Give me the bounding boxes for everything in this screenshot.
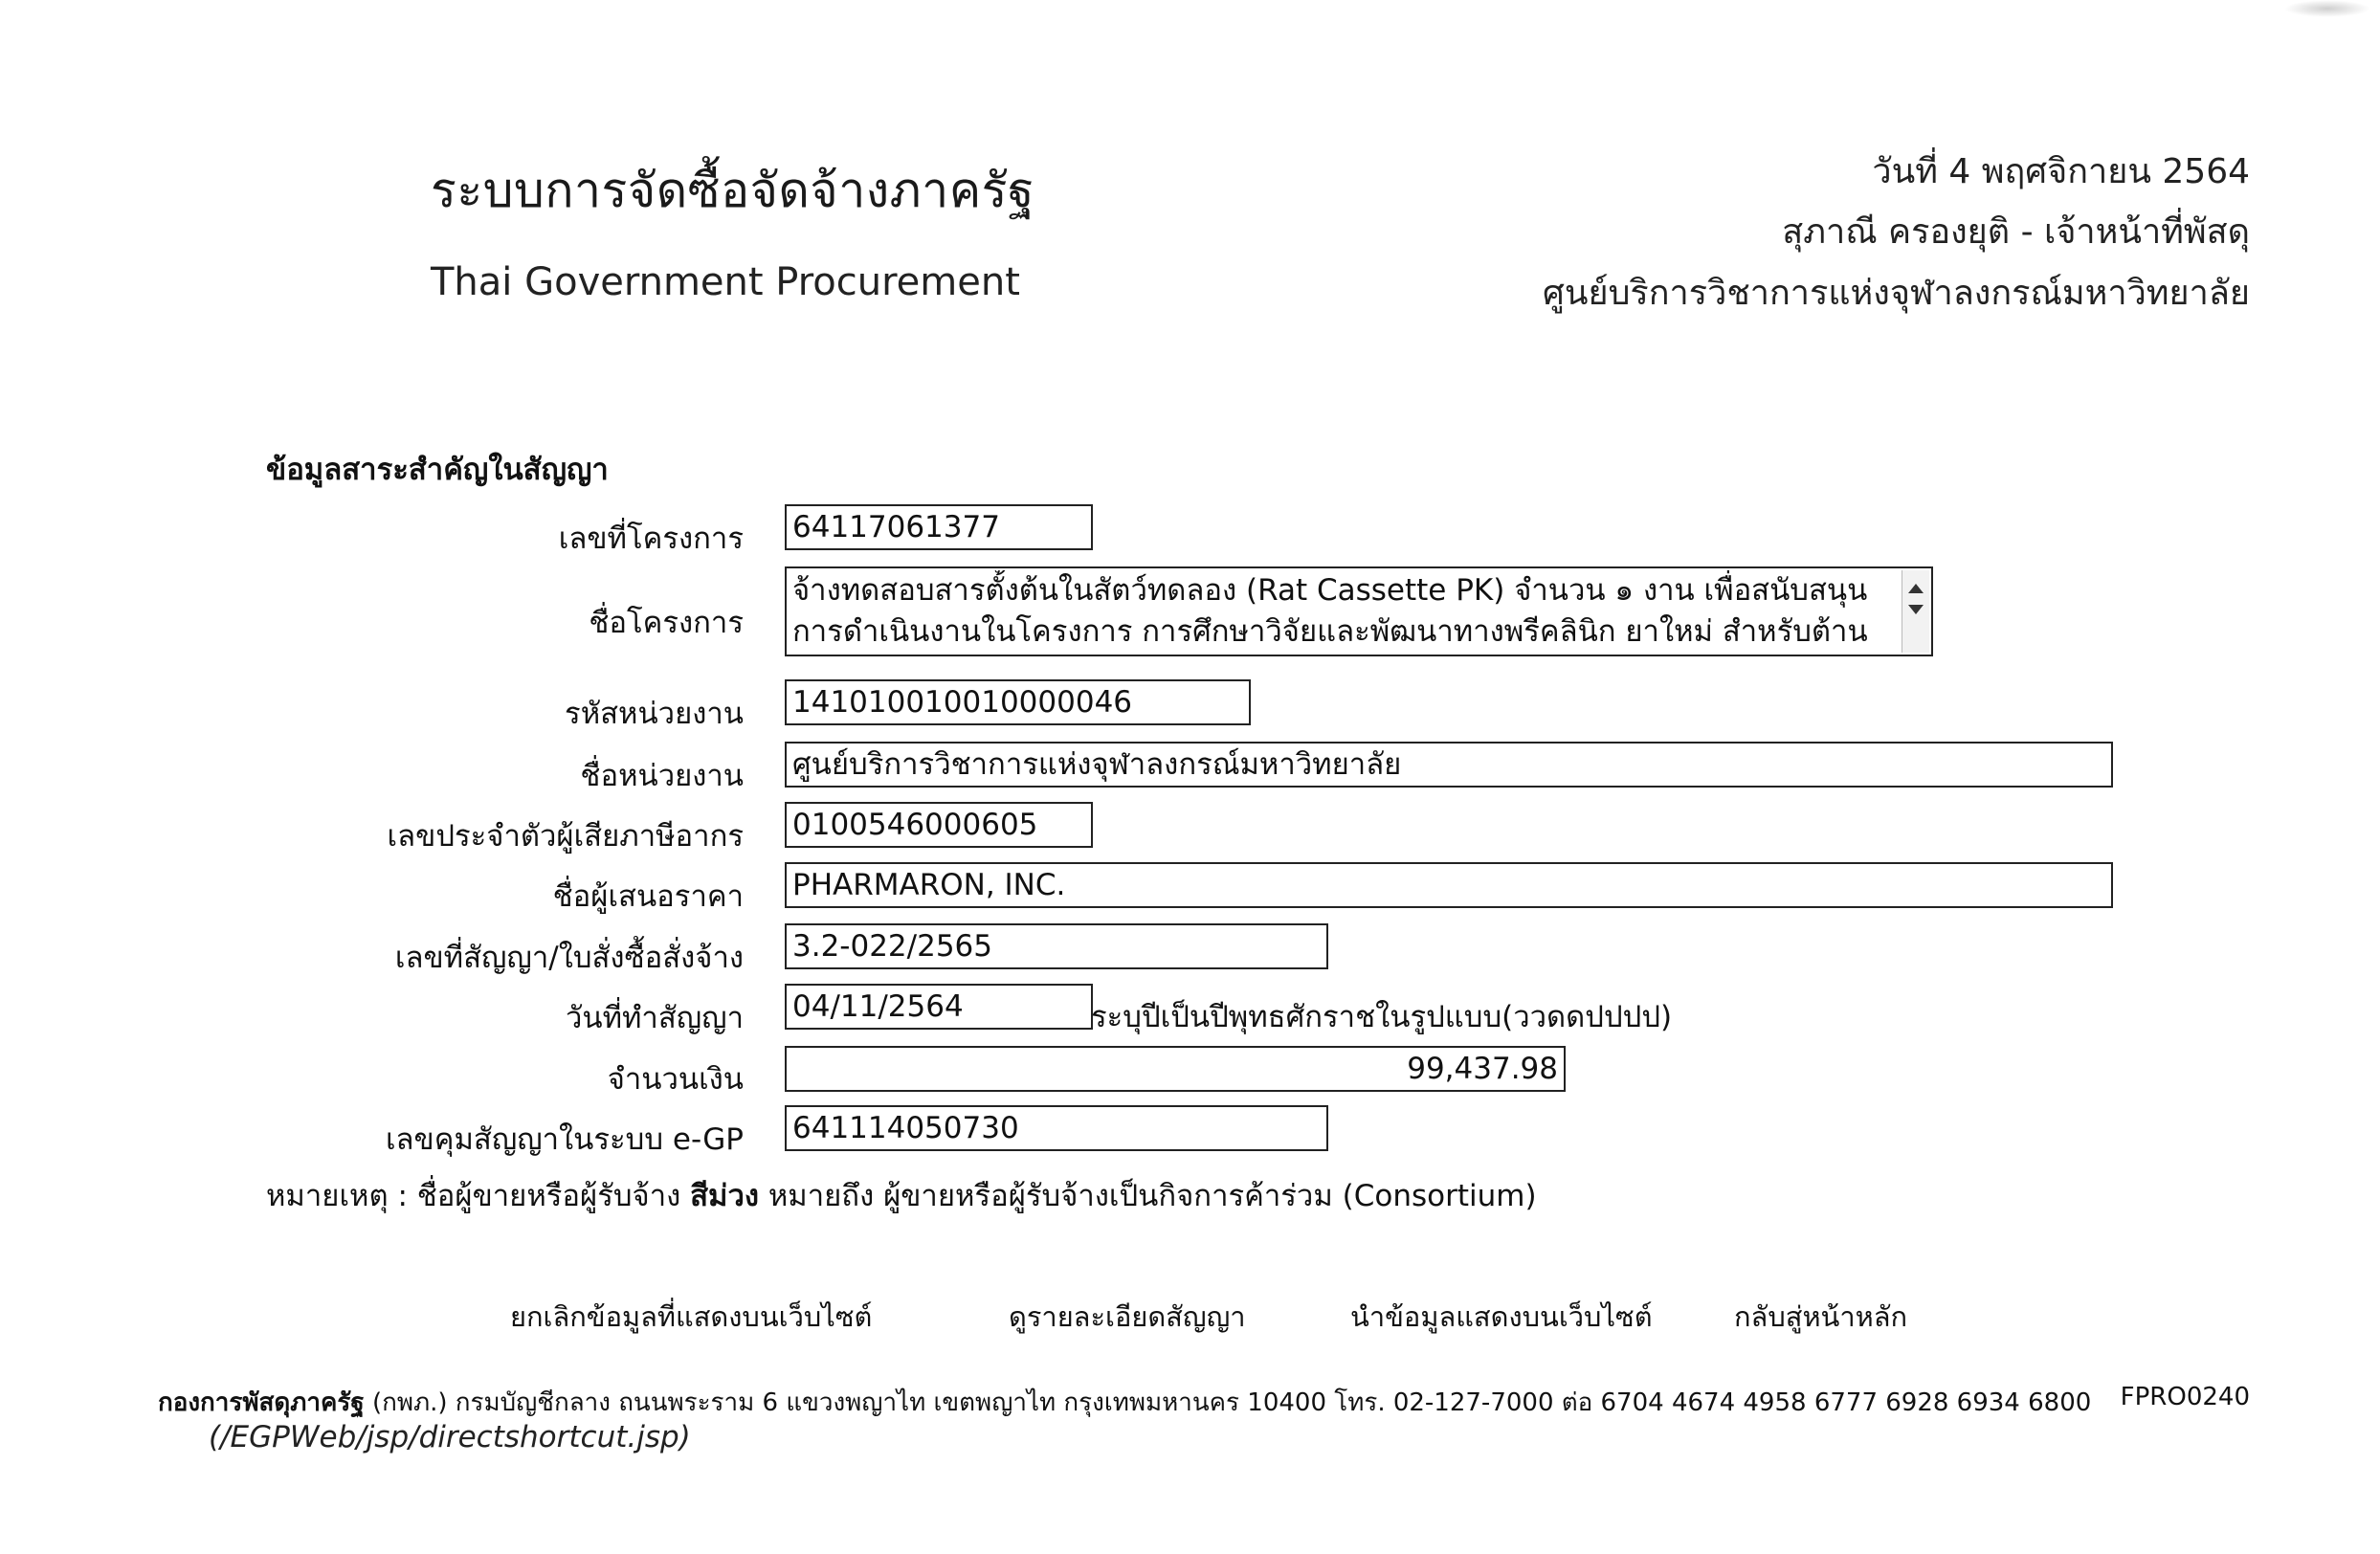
form-code: FPRO0240	[2120, 1383, 2250, 1411]
header-user: สุภาณี ครองยุติ - เจ้าหน้าที่พัสดุ	[1782, 212, 2250, 252]
project-no-label: เลขที่โครงการ	[558, 522, 744, 556]
egp-control-no-field[interactable]: 641114050730	[785, 1105, 1328, 1151]
system-title-thai: ระบบการจัดซื้อจัดจ้างภาครัฐ	[431, 163, 1035, 218]
project-no-field[interactable]: 64117061377	[785, 504, 1093, 550]
contract-date-label: วันที่ทำสัญญา	[565, 1001, 744, 1035]
agency-name-field[interactable]: ศูนย์บริการวิชาการแห่งจุฬาลงกรณ์มหาวิทยาลัย	[785, 742, 2113, 788]
note-highlight: สีม่วง	[690, 1179, 760, 1213]
contract-no-label: เลขที่สัญญา/ใบสั่งซื้อสั่งจ้าง	[394, 941, 744, 975]
note-suffix: หมายถึง ผู้ขายหรือผู้รับจ้างเป็นกิจการค้าร่วม (Consortium)	[759, 1179, 1537, 1213]
note-prefix: หมายเหตุ : ชื่อผู้ขายหรือผู้รับจ้าง	[266, 1179, 691, 1213]
bidder-name-label: ชื่อผู้เสนอราคา	[552, 879, 744, 914]
footer-address	[158, 1383, 2091, 1422]
egp-control-no-label: เลขคุมสัญญาในระบบ e-GP	[385, 1122, 744, 1157]
publish-website-data-link[interactable]: นำข้อมูลแสดงบนเว็บไซต์	[1350, 1300, 1653, 1333]
footer-path: (/EGPWeb/jsp/directshortcut.jsp)	[209, 1420, 691, 1454]
scroll-up-icon[interactable]	[1908, 584, 1924, 593]
tax-id-field[interactable]: 0100546000605	[785, 802, 1093, 848]
contract-date-field[interactable]: 04/11/2564	[785, 984, 1093, 1030]
textarea-scrollbar[interactable]	[1902, 570, 1929, 653]
contract-date-hint: ระบุปีเป็นปีพุทธศักราชในรูปแบบ(ววดดปปปป)	[1091, 1000, 1673, 1034]
cancel-website-data-link[interactable]: ยกเลิกข้อมูลที่แสดงบนเว็บไซต์	[510, 1300, 873, 1333]
header-date: วันที่ 4 พฤศจิกายน 2564	[1872, 152, 2250, 191]
section-title: ข้อมูลสาระสำคัญในสัญญา	[266, 453, 609, 487]
agency-code-field[interactable]: 141010010010000046	[785, 679, 1251, 725]
system-title-english: Thai Government Procurement	[431, 260, 1020, 304]
footer-dept-name: กองการพัสดุภาครัฐ	[158, 1388, 365, 1417]
amount-label: จำนวนเงิน	[607, 1062, 744, 1097]
scan-smudge	[2284, 0, 2370, 17]
project-name-textarea[interactable]	[785, 566, 1933, 656]
agency-code-label: รหัสหน่วยงาน	[565, 697, 744, 731]
project-name-label: ชื่อโครงการ	[589, 606, 744, 640]
amount-field[interactable]: 99,437.98	[785, 1046, 1566, 1092]
scroll-down-icon[interactable]	[1908, 605, 1924, 614]
contract-no-field[interactable]: 3.2-022/2565	[785, 923, 1328, 969]
back-home-link[interactable]: กลับสู่หน้าหลัก	[1734, 1300, 1908, 1333]
tax-id-label: เลขประจำตัวผู้เสียภาษีอากร	[387, 819, 744, 854]
agency-name-label: ชื่อหน่วยงาน	[580, 759, 744, 793]
header-organization: ศูนย์บริการวิชาการแห่งจุฬาลงกรณ์มหาวิทยาลัย	[1543, 274, 2250, 313]
footer-dept-details: (กพภ.) กรมบัญชีกลาง ถนนพระราม 6 แขวงพญาไท เขตพญาไท กรุงเทพมหานคร 10400 โทร. 02-127-7000 ต่อ 6704 4674 4958 6777 6928 6934 6800	[364, 1388, 2092, 1417]
project-name-line-2: การดำเนินงานในโครงการ การศึกษาวิจัยและพัฒนาทางพรีคลินิก ยาใหม่ สำหรับต้าน	[792, 614, 1868, 649]
consortium-note	[266, 1171, 1537, 1219]
bidder-name-field[interactable]: PHARMARON, INC.	[785, 862, 2113, 908]
project-name-line-1: จ้างทดสอบสารตั้งต้นในสัตว์ทดลอง (Rat Cassette PK) จำนวน ๑ งาน เพื่อสนับสนุน	[792, 573, 1868, 608]
view-contract-detail-link[interactable]: ดูรายละเอียดสัญญา	[1009, 1300, 1246, 1333]
